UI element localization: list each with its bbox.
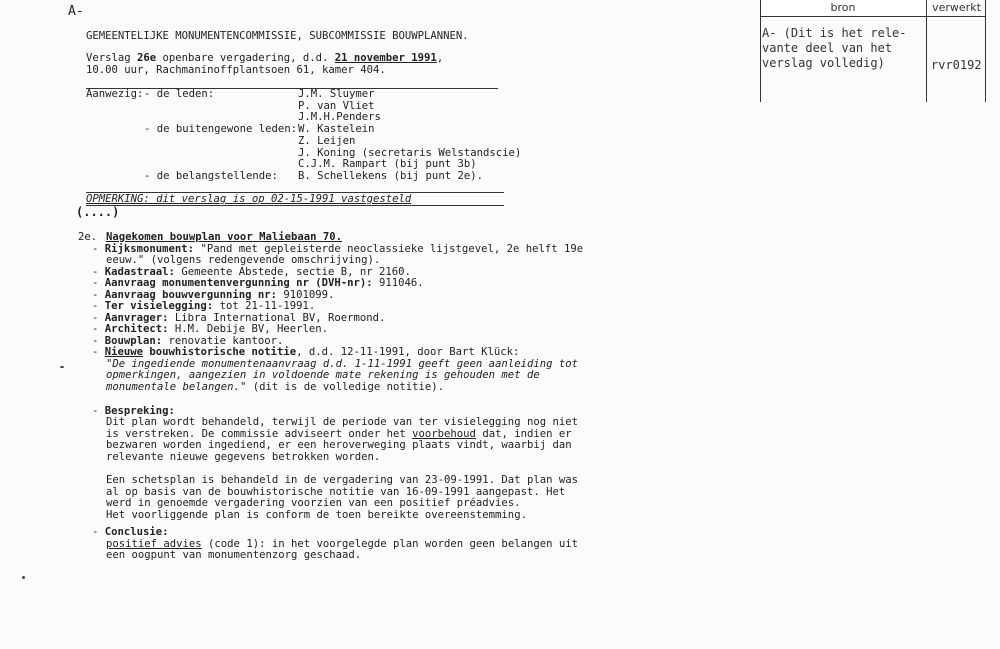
- notitie-quote-3: monumentale belangen." (dit is de volledige notitie).: [106, 381, 445, 393]
- bespreking-text: is verstreken. De commissie adviseert onder het voorbehoud dat, indien er: [106, 428, 572, 440]
- bron-note: vante deel van het: [762, 41, 893, 55]
- notitie-quote-1: "De ingediende monumentenaanvraag d.d. 1-11-1991 geeft geen aanleiding tot: [106, 358, 578, 370]
- bron-note: verslag volledig): [762, 56, 885, 70]
- divider: [86, 205, 504, 206]
- bron-note: A- (Dit is het rele-: [762, 26, 907, 40]
- schetsplan-text: Een schetsplan is behandeld in de vergadering van 23-09-1991. Dat plan was: [106, 474, 578, 486]
- bouwvergunning-line: - Aanvraag bouwvergunning nr: 9101099.: [92, 289, 335, 301]
- verwerkt-code: rvr0192: [931, 58, 982, 72]
- attendee-name: J. Koning (secretaris Welstandscie): [298, 147, 522, 159]
- document-title: GEMEENTELIJKE MONUMENTENCOMMISSIE, SUBCOMMISSIE BOUWPLANNEN.: [86, 30, 469, 42]
- bespreking-heading: - Bespreking:: [92, 405, 175, 417]
- advice-code: positief advies: [106, 538, 202, 550]
- attendee-name: C.J.M. Rampart (bij punt 3b): [298, 158, 477, 170]
- notitie-quote-2: opmerkingen, aangezien in voldoende mate rekening is gehouden met de: [106, 369, 540, 381]
- attendee-name: Z. Leijen: [298, 135, 356, 147]
- conclusie-heading: - Conclusie:: [92, 526, 169, 538]
- aanvrager-line: - Aanvrager: Libra International BV, Roermond.: [92, 312, 386, 324]
- rijksmonument-line: - Rijksmonument: "Pand met gepleisterde neoclassieke lijstgevel, 2e helft 19e: [92, 243, 584, 255]
- bespreking-text: Dit plan wordt behandeld, terwijl de periode van ter visielegging nog niet: [106, 416, 578, 428]
- table-border: [926, 0, 927, 102]
- verslag-line: Verslag 26e openbare vergadering, d.d. 21 november 1991,: [86, 52, 444, 64]
- opmerking-note: OPMERKING: dit verslag is op 02-15-1991 vastgesteld: [86, 193, 412, 205]
- schetsplan-text: werd in genoemde vergadering voorzien van een positief préadvies.: [106, 497, 521, 509]
- item-number: 2e.: [78, 231, 98, 243]
- rijksmonument-line-2: eeuw." (volgens redengevende omschrijving).: [106, 254, 381, 266]
- belangstellende-label: - de belangstellende:: [144, 170, 278, 182]
- buitengewone-leden-label: - de buitengewone leden:: [144, 123, 298, 135]
- bron-header: bron: [760, 0, 926, 17]
- item-title: Nagekomen bouwplan voor Maliebaan 70.: [106, 231, 342, 243]
- attendee-name: W. Kastelein: [298, 123, 375, 135]
- table-border: [760, 0, 761, 102]
- bespreking-text: relevante nieuwe gegevens betrokken worden.: [106, 451, 381, 463]
- conclusie-text: positief advies (code 1): in het voorgelegde plan worden geen belangen uit: [106, 538, 578, 550]
- notitie-line: - Nieuwe bouwhistorische notitie, d.d. 12-11-1991, door Bart Klück:: [92, 346, 520, 358]
- scan-speck: [22, 576, 25, 579]
- scan-speck: [60, 366, 64, 368]
- page-marker: A-: [68, 4, 84, 19]
- attendance-label: Aanwezig:: [86, 88, 144, 100]
- verwerkt-header: verwerkt: [927, 0, 986, 17]
- source-table: [760, 0, 986, 102]
- kadastraal-line: - Kadastraal: Gemeente Abstede, sectie B, nr 2160.: [92, 266, 411, 278]
- architect-line: - Architect: H.M. Debije BV, Heerlen.: [92, 323, 328, 335]
- monumentenvergunning-line: - Aanvraag monumentenvergunning nr (DVH-nr): 911046.: [92, 277, 424, 289]
- leden-label: - de leden:: [144, 88, 215, 100]
- table-border: [985, 0, 986, 102]
- meeting-date: 21 november 1991: [334, 52, 437, 64]
- attendee-name: B. Schellekens (bij punt 2e).: [298, 170, 483, 182]
- conclusie-text: een oogpunt van monumentenzorg geschaad.: [106, 549, 362, 561]
- schetsplan-text: al op basis van de bouwhistorische notitie van 16-09-1991 aangepast. Het: [106, 486, 566, 498]
- bespreking-text: bezwaren worden ingediend, er een heroverweging plaats vindt, waarbij dan: [106, 439, 572, 451]
- attendee-name: J.M.H.Penders: [298, 111, 381, 123]
- schetsplan-text: Het voorliggende plan is conform de toen bereikte overeenstemming.: [106, 509, 527, 521]
- attendee-name: P. van Vliet: [298, 100, 375, 112]
- location-line: 10.00 uur, Rachmaninoffplantsoen 61, kamer 404.: [86, 64, 386, 76]
- bouwplan-line: - Bouwplan: renovatie kantoor.: [92, 335, 284, 347]
- ellipsis: (....): [76, 205, 120, 219]
- attendee-name: J.M. Sluymer: [298, 88, 375, 100]
- ter-visielegging-line: - Ter visielegging: tot 21-11-1991.: [92, 300, 316, 312]
